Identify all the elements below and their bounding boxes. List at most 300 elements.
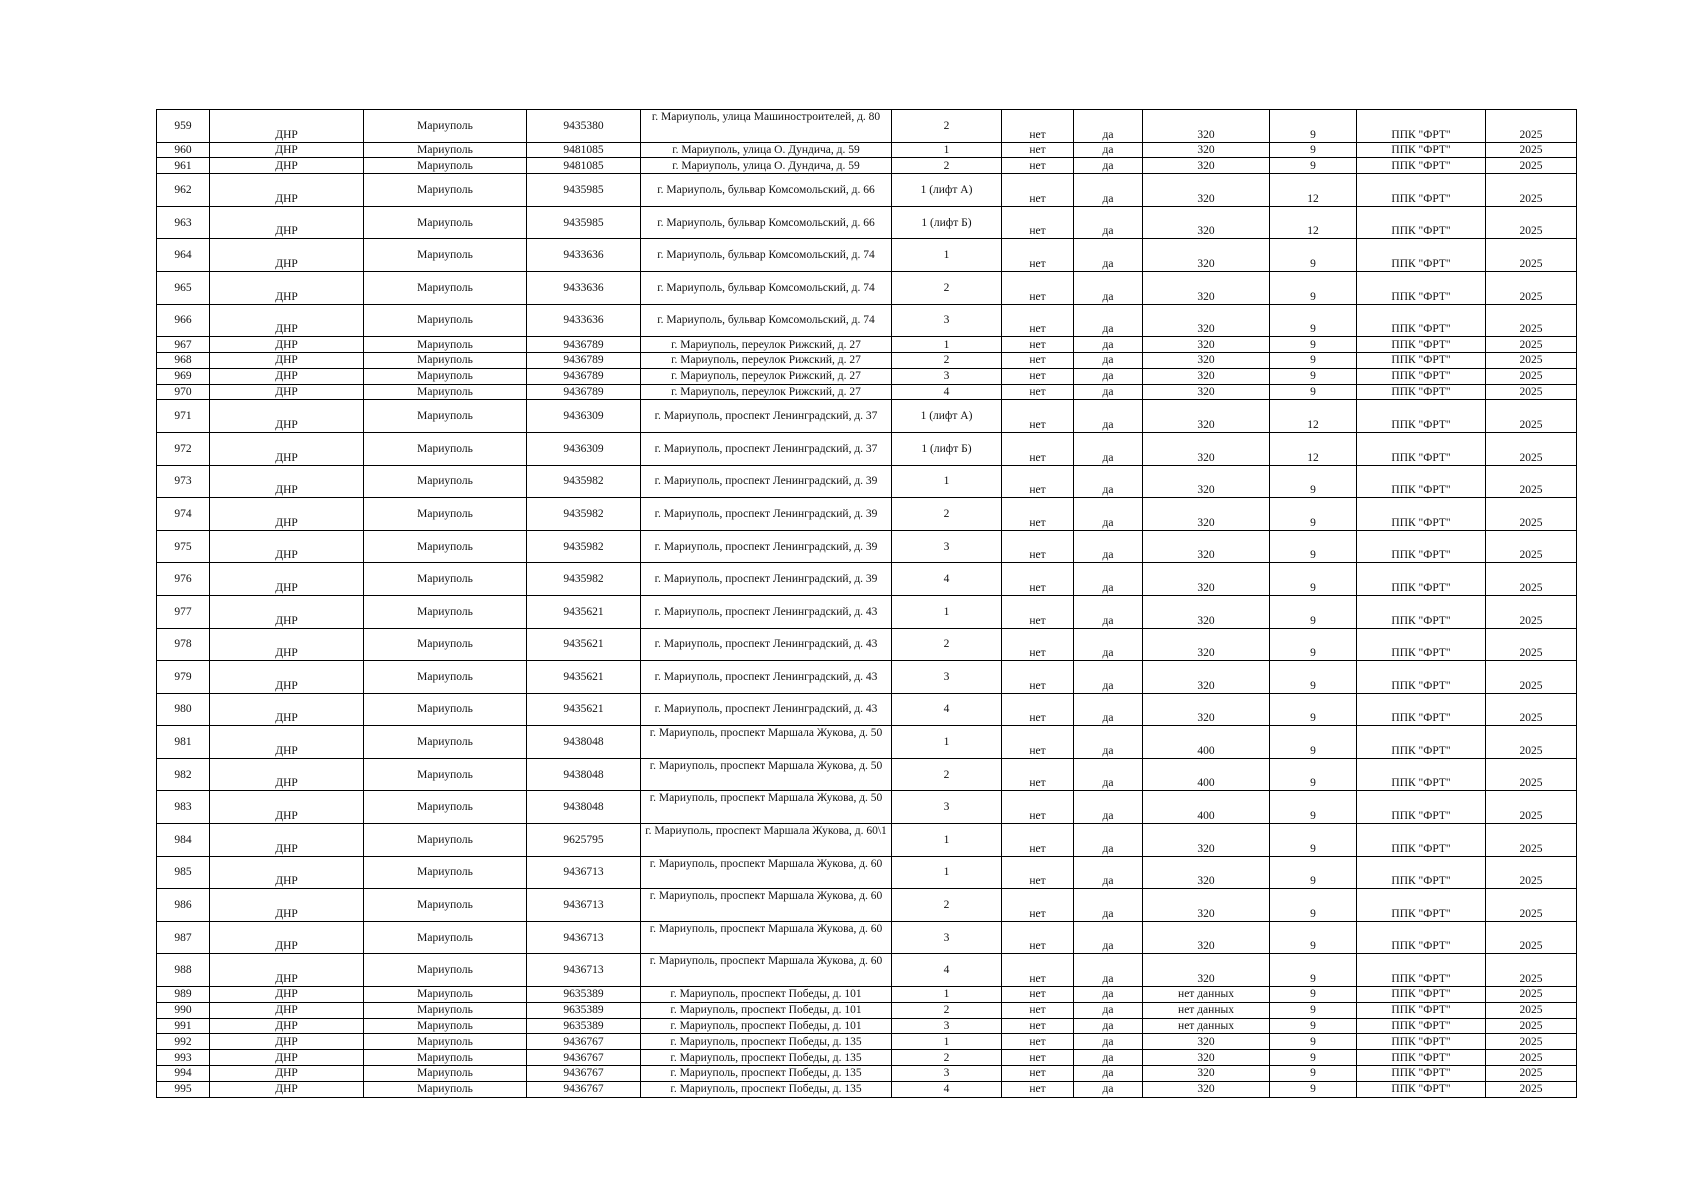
address-cell: г. Мариуполь, проспект Победы, д. 135 — [641, 1066, 892, 1082]
lift-number-cell: 2 — [892, 352, 1002, 368]
organization-cell: ППК "ФРТ" — [1357, 791, 1486, 824]
object-code-cell: 9635389 — [527, 1018, 641, 1034]
organization-cell: ППК "ФРТ" — [1357, 856, 1486, 889]
region-cell: ДНР — [210, 498, 364, 531]
city-cell: Мариуполь — [364, 530, 527, 563]
table-row — [157, 1034, 1577, 1050]
lift-number-cell: 3 — [892, 530, 1002, 563]
flag-a-cell: нет — [1002, 693, 1074, 726]
flag-b-cell: да — [1074, 174, 1143, 207]
capacity-cell: 320 — [1143, 889, 1270, 922]
city-cell: Мариуполь — [364, 498, 527, 531]
address-cell: г. Мариуполь, переулок Рижский, д. 27 — [641, 337, 892, 353]
organization-cell: ППК "ФРТ" — [1357, 174, 1486, 207]
row-number-cell: 973 — [157, 465, 210, 498]
region-cell: ДНР — [210, 1002, 364, 1018]
year-cell: 2025 — [1486, 824, 1577, 857]
organization-cell: ППК "ФРТ" — [1357, 352, 1486, 368]
organization-cell: ППК "ФРТ" — [1357, 726, 1486, 759]
row-number-cell: 982 — [157, 758, 210, 791]
table-row — [157, 239, 1577, 272]
region-cell: ДНР — [210, 206, 364, 239]
year-cell: 2025 — [1486, 661, 1577, 694]
year-cell: 2025 — [1486, 889, 1577, 922]
flag-b-cell: да — [1074, 1050, 1143, 1066]
city-cell: Мариуполь — [364, 595, 527, 628]
flag-a-cell: нет — [1002, 1034, 1074, 1050]
address-cell: г. Мариуполь, улица О. Дундича, д. 59 — [641, 158, 892, 174]
address-cell: г. Мариуполь, проспект Победы, д. 135 — [641, 1081, 892, 1097]
lift-number-cell: 3 — [892, 1066, 1002, 1082]
flag-a-cell: нет — [1002, 954, 1074, 987]
object-code-cell: 9436767 — [527, 1066, 641, 1082]
organization-cell: ППК "ФРТ" — [1357, 1050, 1486, 1066]
organization-cell: ППК "ФРТ" — [1357, 595, 1486, 628]
capacity-cell: нет данных — [1143, 1002, 1270, 1018]
floors-cell: 9 — [1270, 304, 1357, 337]
capacity-cell: 320 — [1143, 465, 1270, 498]
organization-cell: ППК "ФРТ" — [1357, 271, 1486, 304]
address-cell: г. Мариуполь, проспект Ленинградский, д. 39 — [641, 530, 892, 563]
floors-cell: 9 — [1270, 384, 1357, 400]
year-cell: 2025 — [1486, 206, 1577, 239]
row-number-cell: 968 — [157, 352, 210, 368]
flag-a-cell: нет — [1002, 400, 1074, 433]
floors-cell: 9 — [1270, 142, 1357, 158]
region-cell: ДНР — [210, 1034, 364, 1050]
table-row — [157, 563, 1577, 596]
organization-cell: ППК "ФРТ" — [1357, 337, 1486, 353]
flag-b-cell: да — [1074, 498, 1143, 531]
city-cell: Мариуполь — [364, 465, 527, 498]
region-cell: ДНР — [210, 400, 364, 433]
year-cell: 2025 — [1486, 110, 1577, 143]
region-cell: ДНР — [210, 954, 364, 987]
floors-cell: 9 — [1270, 465, 1357, 498]
row-number-cell: 988 — [157, 954, 210, 987]
lift-number-cell: 4 — [892, 384, 1002, 400]
capacity-cell: нет данных — [1143, 1018, 1270, 1034]
lift-number-cell: 2 — [892, 498, 1002, 531]
floors-cell: 9 — [1270, 628, 1357, 661]
floors-cell: 9 — [1270, 726, 1357, 759]
city-cell: Мариуполь — [364, 432, 527, 465]
floors-cell: 9 — [1270, 530, 1357, 563]
object-code-cell: 9438048 — [527, 726, 641, 759]
city-cell: Мариуполь — [364, 563, 527, 596]
address-cell: г. Мариуполь, проспект Ленинградский, д. 37 — [641, 400, 892, 433]
region-cell: ДНР — [210, 337, 364, 353]
year-cell: 2025 — [1486, 384, 1577, 400]
row-number-cell: 979 — [157, 661, 210, 694]
address-cell: г. Мариуполь, бульвар Комсомольский, д. 74 — [641, 304, 892, 337]
lift-number-cell: 4 — [892, 1081, 1002, 1097]
organization-cell: ППК "ФРТ" — [1357, 239, 1486, 272]
flag-b-cell: да — [1074, 1018, 1143, 1034]
flag-a-cell: нет — [1002, 158, 1074, 174]
region-cell: ДНР — [210, 174, 364, 207]
organization-cell: ППК "ФРТ" — [1357, 628, 1486, 661]
region-cell: ДНР — [210, 1018, 364, 1034]
flag-b-cell: да — [1074, 628, 1143, 661]
year-cell: 2025 — [1486, 758, 1577, 791]
lift-number-cell: 4 — [892, 563, 1002, 596]
organization-cell: ППК "ФРТ" — [1357, 432, 1486, 465]
flag-b-cell: да — [1074, 271, 1143, 304]
city-cell: Мариуполь — [364, 158, 527, 174]
year-cell: 2025 — [1486, 530, 1577, 563]
table-row — [157, 726, 1577, 759]
lift-number-cell: 2 — [892, 628, 1002, 661]
organization-cell: ППК "ФРТ" — [1357, 1081, 1486, 1097]
address-cell: г. Мариуполь, проспект Маршала Жукова, д. 50 — [641, 758, 892, 791]
flag-a-cell: нет — [1002, 791, 1074, 824]
object-code-cell: 9436713 — [527, 889, 641, 922]
year-cell: 2025 — [1486, 693, 1577, 726]
address-cell: г. Мариуполь, бульвар Комсомольский, д. 74 — [641, 271, 892, 304]
address-cell: г. Мариуполь, проспект Победы, д. 101 — [641, 1018, 892, 1034]
object-code-cell: 9435982 — [527, 498, 641, 531]
table-row — [157, 465, 1577, 498]
row-number-cell: 987 — [157, 921, 210, 954]
year-cell: 2025 — [1486, 158, 1577, 174]
city-cell: Мариуполь — [364, 921, 527, 954]
organization-cell: ППК "ФРТ" — [1357, 400, 1486, 433]
capacity-cell: 320 — [1143, 304, 1270, 337]
region-cell: ДНР — [210, 368, 364, 384]
flag-a-cell: нет — [1002, 530, 1074, 563]
object-code-cell: 9435985 — [527, 174, 641, 207]
flag-b-cell: да — [1074, 1002, 1143, 1018]
table-row — [157, 1081, 1577, 1097]
address-cell: г. Мариуполь, проспект Ленинградский, д. 43 — [641, 661, 892, 694]
flag-b-cell: да — [1074, 595, 1143, 628]
address-cell: г. Мариуполь, проспект Маршала Жукова, д. 50 — [641, 726, 892, 759]
city-cell: Мариуполь — [364, 1002, 527, 1018]
object-code-cell: 9438048 — [527, 791, 641, 824]
flag-b-cell: да — [1074, 921, 1143, 954]
city-cell: Мариуполь — [364, 693, 527, 726]
row-number-cell: 990 — [157, 1002, 210, 1018]
capacity-cell: 320 — [1143, 206, 1270, 239]
floors-cell: 9 — [1270, 987, 1357, 1003]
region-cell: ДНР — [210, 1066, 364, 1082]
address-cell: г. Мариуполь, проспект Маршала Жукова, д. 50 — [641, 791, 892, 824]
capacity-cell: 320 — [1143, 661, 1270, 694]
flag-a-cell: нет — [1002, 563, 1074, 596]
capacity-cell: 320 — [1143, 1081, 1270, 1097]
table-row — [157, 368, 1577, 384]
organization-cell: ППК "ФРТ" — [1357, 758, 1486, 791]
object-code-cell: 9438048 — [527, 758, 641, 791]
lift-number-cell: 1 (лифт Б) — [892, 206, 1002, 239]
row-number-cell: 960 — [157, 142, 210, 158]
floors-cell: 9 — [1270, 595, 1357, 628]
floors-cell: 9 — [1270, 824, 1357, 857]
city-cell: Мариуполь — [364, 384, 527, 400]
flag-b-cell: да — [1074, 563, 1143, 596]
region-cell: ДНР — [210, 987, 364, 1003]
year-cell: 2025 — [1486, 987, 1577, 1003]
region-cell: ДНР — [210, 465, 364, 498]
table-row — [157, 304, 1577, 337]
year-cell: 2025 — [1486, 921, 1577, 954]
flag-a-cell: нет — [1002, 304, 1074, 337]
table-row — [157, 384, 1577, 400]
table-row — [157, 1050, 1577, 1066]
city-cell: Мариуполь — [364, 889, 527, 922]
city-cell: Мариуполь — [364, 1034, 527, 1050]
organization-cell: ППК "ФРТ" — [1357, 498, 1486, 531]
city-cell: Мариуполь — [364, 661, 527, 694]
city-cell: Мариуполь — [364, 791, 527, 824]
address-cell: г. Мариуполь, проспект Победы, д. 135 — [641, 1034, 892, 1050]
region-cell: ДНР — [210, 352, 364, 368]
floors-cell: 9 — [1270, 1066, 1357, 1082]
row-number-cell: 994 — [157, 1066, 210, 1082]
organization-cell: ППК "ФРТ" — [1357, 1034, 1486, 1050]
lift-number-cell: 3 — [892, 1018, 1002, 1034]
city-cell: Мариуполь — [364, 271, 527, 304]
capacity-cell: 320 — [1143, 337, 1270, 353]
floors-cell: 9 — [1270, 954, 1357, 987]
address-cell: г. Мариуполь, проспект Маршала Жукова, д. 60\1 — [641, 824, 892, 857]
lift-number-cell: 1 — [892, 1034, 1002, 1050]
address-cell: г. Мариуполь, проспект Ленинградский, д. 39 — [641, 563, 892, 596]
flag-a-cell: нет — [1002, 271, 1074, 304]
capacity-cell: 320 — [1143, 824, 1270, 857]
year-cell: 2025 — [1486, 142, 1577, 158]
organization-cell: ППК "ФРТ" — [1357, 1018, 1486, 1034]
lift-number-cell: 3 — [892, 304, 1002, 337]
region-cell: ДНР — [210, 661, 364, 694]
city-cell: Мариуполь — [364, 758, 527, 791]
row-number-cell: 961 — [157, 158, 210, 174]
floors-cell: 9 — [1270, 352, 1357, 368]
year-cell: 2025 — [1486, 1002, 1577, 1018]
capacity-cell: 320 — [1143, 693, 1270, 726]
organization-cell: ППК "ФРТ" — [1357, 368, 1486, 384]
city-cell: Мариуполь — [364, 1050, 527, 1066]
capacity-cell: 320 — [1143, 498, 1270, 531]
object-code-cell: 9635389 — [527, 987, 641, 1003]
region-cell: ДНР — [210, 304, 364, 337]
lift-number-cell: 1 — [892, 142, 1002, 158]
floors-cell: 9 — [1270, 1050, 1357, 1066]
flag-a-cell: нет — [1002, 856, 1074, 889]
capacity-cell: 320 — [1143, 110, 1270, 143]
capacity-cell: 320 — [1143, 628, 1270, 661]
capacity-cell: 320 — [1143, 174, 1270, 207]
flag-b-cell: да — [1074, 368, 1143, 384]
city-cell: Мариуполь — [364, 824, 527, 857]
organization-cell: ППК "ФРТ" — [1357, 661, 1486, 694]
flag-b-cell: да — [1074, 954, 1143, 987]
address-cell: г. Мариуполь, улица О. Дундича, д. 59 — [641, 142, 892, 158]
flag-b-cell: да — [1074, 791, 1143, 824]
lift-number-cell: 4 — [892, 693, 1002, 726]
lift-number-cell: 1 — [892, 726, 1002, 759]
floors-cell: 9 — [1270, 791, 1357, 824]
flag-a-cell: нет — [1002, 889, 1074, 922]
flag-a-cell: нет — [1002, 352, 1074, 368]
lift-number-cell: 3 — [892, 368, 1002, 384]
lift-number-cell: 1 — [892, 824, 1002, 857]
object-code-cell: 9436713 — [527, 954, 641, 987]
address-cell: г. Мариуполь, проспект Маршала Жукова, д. 60 — [641, 954, 892, 987]
flag-b-cell: да — [1074, 110, 1143, 143]
lift-number-cell: 1 — [892, 595, 1002, 628]
object-code-cell: 9625795 — [527, 824, 641, 857]
object-code-cell: 9436789 — [527, 352, 641, 368]
row-number-cell: 965 — [157, 271, 210, 304]
lift-number-cell: 3 — [892, 661, 1002, 694]
lift-number-cell: 2 — [892, 1050, 1002, 1066]
region-cell: ДНР — [210, 563, 364, 596]
lift-number-cell: 1 (лифт А) — [892, 400, 1002, 433]
object-code-cell: 9435982 — [527, 530, 641, 563]
row-number-cell: 970 — [157, 384, 210, 400]
table-row — [157, 954, 1577, 987]
flag-a-cell: нет — [1002, 432, 1074, 465]
object-code-cell: 9436309 — [527, 432, 641, 465]
address-cell: г. Мариуполь, проспект Ленинградский, д. 43 — [641, 628, 892, 661]
table-row — [157, 1066, 1577, 1082]
row-number-cell: 983 — [157, 791, 210, 824]
address-cell: г. Мариуполь, проспект Победы, д. 135 — [641, 1050, 892, 1066]
object-code-cell: 9433636 — [527, 271, 641, 304]
flag-b-cell: да — [1074, 352, 1143, 368]
region-cell: ДНР — [210, 726, 364, 759]
object-code-cell: 9435621 — [527, 595, 641, 628]
table-row — [157, 824, 1577, 857]
row-number-cell: 972 — [157, 432, 210, 465]
lift-number-cell: 1 — [892, 465, 1002, 498]
table-row — [157, 1002, 1577, 1018]
table-row — [157, 142, 1577, 158]
table-row — [157, 352, 1577, 368]
lift-number-cell: 1 — [892, 239, 1002, 272]
floors-cell: 9 — [1270, 337, 1357, 353]
capacity-cell: 320 — [1143, 921, 1270, 954]
table-row — [157, 661, 1577, 694]
floors-cell: 12 — [1270, 206, 1357, 239]
row-number-cell: 981 — [157, 726, 210, 759]
organization-cell: ППК "ФРТ" — [1357, 530, 1486, 563]
floors-cell: 9 — [1270, 889, 1357, 922]
flag-a-cell: нет — [1002, 1018, 1074, 1034]
city-cell: Мариуполь — [364, 142, 527, 158]
table-row — [157, 174, 1577, 207]
row-number-cell: 980 — [157, 693, 210, 726]
object-code-cell: 9436309 — [527, 400, 641, 433]
table-row — [157, 758, 1577, 791]
table-row — [157, 1018, 1577, 1034]
flag-a-cell: нет — [1002, 465, 1074, 498]
organization-cell: ППК "ФРТ" — [1357, 987, 1486, 1003]
table-row — [157, 158, 1577, 174]
table-body — [157, 110, 1577, 1098]
region-cell: ДНР — [210, 271, 364, 304]
lift-number-cell: 4 — [892, 954, 1002, 987]
flag-a-cell: нет — [1002, 758, 1074, 791]
capacity-cell: 320 — [1143, 158, 1270, 174]
floors-cell: 9 — [1270, 693, 1357, 726]
year-cell: 2025 — [1486, 595, 1577, 628]
flag-a-cell: нет — [1002, 595, 1074, 628]
object-code-cell: 9436767 — [527, 1034, 641, 1050]
region-cell: ДНР — [210, 758, 364, 791]
table-row — [157, 432, 1577, 465]
flag-b-cell: да — [1074, 987, 1143, 1003]
row-number-cell: 985 — [157, 856, 210, 889]
flag-a-cell: нет — [1002, 1066, 1074, 1082]
table-row — [157, 693, 1577, 726]
floors-cell: 9 — [1270, 1034, 1357, 1050]
lift-number-cell: 2 — [892, 158, 1002, 174]
flag-a-cell: нет — [1002, 1050, 1074, 1066]
capacity-cell: 320 — [1143, 530, 1270, 563]
floors-cell: 9 — [1270, 1002, 1357, 1018]
row-number-cell: 995 — [157, 1081, 210, 1097]
lift-number-cell: 3 — [892, 921, 1002, 954]
year-cell: 2025 — [1486, 337, 1577, 353]
lift-number-cell: 2 — [892, 889, 1002, 922]
row-number-cell: 989 — [157, 987, 210, 1003]
address-cell: г. Мариуполь, проспект Ленинградский, д. 37 — [641, 432, 892, 465]
flag-a-cell: нет — [1002, 921, 1074, 954]
flag-b-cell: да — [1074, 158, 1143, 174]
year-cell: 2025 — [1486, 1034, 1577, 1050]
year-cell: 2025 — [1486, 239, 1577, 272]
city-cell: Мариуполь — [364, 110, 527, 143]
address-cell: г. Мариуполь, проспект Победы, д. 101 — [641, 987, 892, 1003]
address-cell: г. Мариуполь, переулок Рижский, д. 27 — [641, 384, 892, 400]
table-row — [157, 791, 1577, 824]
region-cell: ДНР — [210, 791, 364, 824]
table-row — [157, 271, 1577, 304]
year-cell: 2025 — [1486, 1081, 1577, 1097]
year-cell: 2025 — [1486, 432, 1577, 465]
city-cell: Мариуполь — [364, 1018, 527, 1034]
row-number-cell: 992 — [157, 1034, 210, 1050]
city-cell: Мариуполь — [364, 1081, 527, 1097]
address-cell: г. Мариуполь, бульвар Комсомольский, д. 74 — [641, 239, 892, 272]
row-number-cell: 966 — [157, 304, 210, 337]
flag-a-cell: нет — [1002, 726, 1074, 759]
city-cell: Мариуполь — [364, 1066, 527, 1082]
object-code-cell: 9435982 — [527, 465, 641, 498]
floors-cell: 9 — [1270, 239, 1357, 272]
object-code-cell: 9436767 — [527, 1081, 641, 1097]
capacity-cell: 320 — [1143, 352, 1270, 368]
city-cell: Мариуполь — [364, 400, 527, 433]
flag-a-cell: нет — [1002, 142, 1074, 158]
organization-cell: ППК "ФРТ" — [1357, 465, 1486, 498]
object-code-cell: 9436713 — [527, 921, 641, 954]
table-row — [157, 921, 1577, 954]
organization-cell: ППК "ФРТ" — [1357, 563, 1486, 596]
row-number-cell: 971 — [157, 400, 210, 433]
address-cell: г. Мариуполь, проспект Ленинградский, д. 39 — [641, 465, 892, 498]
flag-b-cell: да — [1074, 661, 1143, 694]
flag-b-cell: да — [1074, 824, 1143, 857]
year-cell: 2025 — [1486, 304, 1577, 337]
lift-number-cell: 1 — [892, 987, 1002, 1003]
year-cell: 2025 — [1486, 856, 1577, 889]
region-cell: ДНР — [210, 142, 364, 158]
row-number-cell: 991 — [157, 1018, 210, 1034]
